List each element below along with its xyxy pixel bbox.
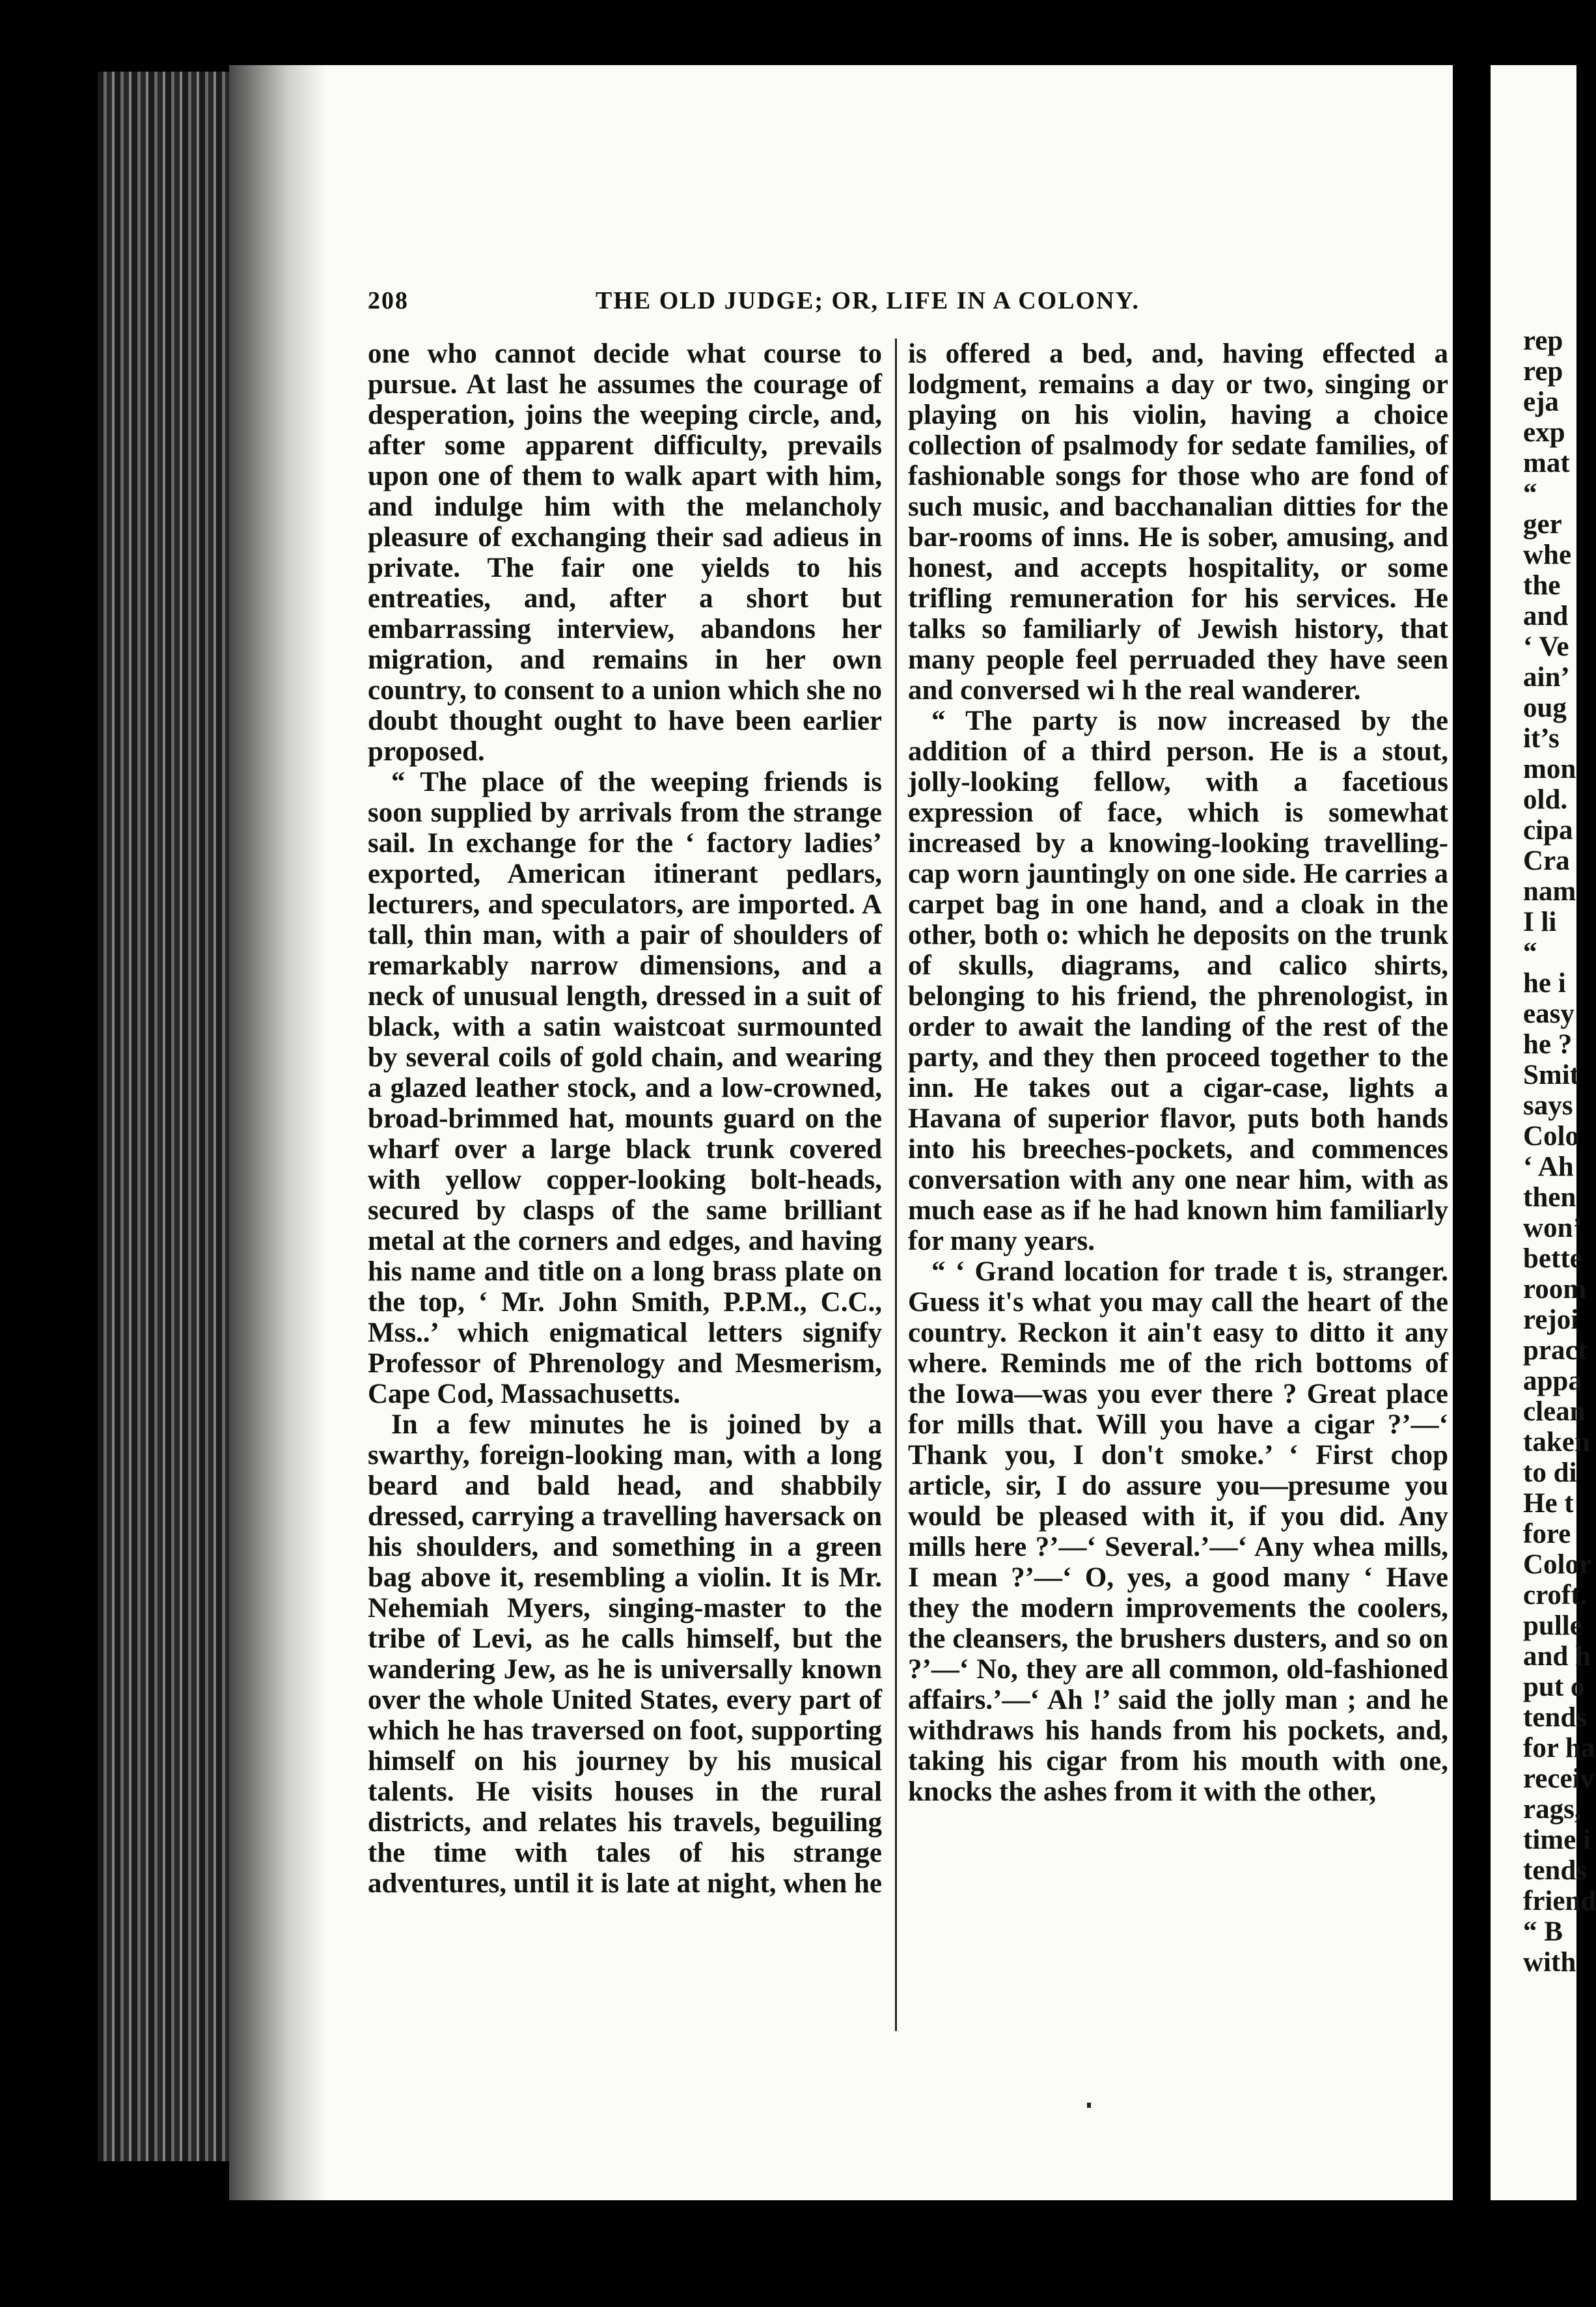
facing-page-line: ‘ Ve xyxy=(1523,631,1569,662)
facing-page-line: says xyxy=(1523,1090,1573,1121)
facing-page-line: Cra xyxy=(1523,846,1570,876)
facing-page-line: mon xyxy=(1523,754,1576,784)
facing-page-line: easy xyxy=(1523,999,1575,1029)
running-head xyxy=(368,286,1207,332)
facing-page-line: “ xyxy=(1523,478,1537,509)
facing-page-line: “ xyxy=(1523,937,1537,968)
text-column-left xyxy=(368,338,882,2031)
facing-page-line: old. xyxy=(1523,784,1568,815)
facing-page-line: ain’ xyxy=(1523,662,1570,693)
facing-page-line: time i xyxy=(1523,1825,1591,1855)
facing-page-line: tends xyxy=(1523,1855,1587,1886)
facing-page-line: whe xyxy=(1523,540,1572,570)
facing-page-line: to di xyxy=(1523,1457,1577,1488)
facing-page-line: bette xyxy=(1523,1243,1582,1274)
facing-page-line: clean xyxy=(1523,1396,1586,1427)
facing-page-line: won’ xyxy=(1523,1213,1582,1243)
facing-page-line: rep xyxy=(1523,325,1563,356)
facing-page-line: oug xyxy=(1523,693,1567,723)
column-rule xyxy=(895,338,897,2031)
facing-page-line: put o xyxy=(1523,1672,1585,1702)
facing-page-line: Smit xyxy=(1523,1060,1579,1090)
facing-page-line: croft. xyxy=(1523,1580,1588,1610)
facing-page-line: I li xyxy=(1523,907,1557,937)
facing-page-line: rejoi xyxy=(1523,1305,1579,1335)
facing-page-line: rags, xyxy=(1523,1794,1582,1825)
facing-page-line: the xyxy=(1523,570,1561,601)
paragraph: one who cannot decide what course to pursue. At last he assumes the courage of desperation, joins the weeping circle, and, after some apparent difficulty, prevails upon one of them to walk apart with him, and indulge him with the melancholy pleasure of exchanging their sad adieus in private. The fair one yields to his entreaties, and, after a short but embarrassing interview, abandons her migration, and remains in her own country, to consent to a union which she no doubt thought ought to have been earlier proposed. xyxy=(368,338,882,767)
print-mark xyxy=(1087,2103,1091,2108)
page-number: 208 xyxy=(368,287,409,314)
facing-page-line: then xyxy=(1523,1182,1576,1213)
facing-page-text xyxy=(1523,325,1596,2018)
facing-page-line: mat xyxy=(1523,448,1570,478)
facing-page-line: Colo xyxy=(1523,1121,1579,1152)
facing-page-line: eja xyxy=(1523,387,1559,417)
book-page-edges xyxy=(98,72,241,2161)
facing-page-line: “ B xyxy=(1523,1916,1563,1947)
facing-page-line: appa xyxy=(1523,1366,1582,1396)
facing-page-line: nam xyxy=(1523,876,1576,907)
paragraph: “ ‘ Grand location for trade t is, stranger. Guess it's what you may call the heart of the country. Reckon it ain't easy to ditto it any where. Reminds me of the rich bottoms of the Iowa—was you ever there ? Great place for mills that. Will you have a cigar ?’—‘ Thank you, I don't smoke.’ ‘ First chop article, sir, I do assure you—presume you would be pleased with it, if you did. Any mills here ?’—‘ Several.’—‘ Any whea mills, I mean ?’—‘ O, yes, a good many ‘ Have they the modern improvements the coolers, the cleansers, the brushers dusters, and so on ?’—‘ No, they are all common, old-fashioned affairs.’—‘ Ah !’ said the jolly man ; and he withdraws his hands from his pockets, and, taking his cigar from his mouth with one, knocks the ashes from it with the other, xyxy=(908,1256,1448,1807)
facing-page-line: ‘ Ah xyxy=(1523,1152,1574,1182)
paragraph: “ The place of the weeping friends is soon supplied by arrivals from the strange sail. In exchange for the ‘ factory ladies’ exported, American itinerant pedlars, lecturers, and speculators, are imported. A tall, thin man, with a pair of shoulders of remarkably narrow dimensions, and a neck of unusual length, dressed in a suit of black, with a satin waistcoat surmounted by several coils of gold chain, and wearing a glazed leather stock, and a low-crowned, broad-brimmed hat, mounts guard on the wharf over a large black trunk covered with yellow copper-looking bolt-heads, secured by clasps of the same brilliant metal at the corners and edges, and having his name and title on a long brass plate on the top, ‘ Mr. John Smith, P.P.M., C.C., Mss..’ which enigmatical letters signify Professor of Phrenology and Mesmerism, Cape Cod, Massachusetts. xyxy=(368,767,882,1409)
facing-page-line: taken xyxy=(1523,1427,1590,1457)
facing-page-line: friend xyxy=(1523,1886,1596,1916)
facing-page-line: exp xyxy=(1523,417,1565,448)
paragraph: In a few minutes he is joined by a swarthy, foreign-looking man, with a long beard and bald head, and shabbily dressed, carrying a travelling haversack on his shoulders, and something in a green bag above it, resembling a violin. It is Mr. Nehemiah Myers, singing-master to the tribe of Levi, as he calls himself, but the wandering Jew, as he is universally known over the whole United States, every part of which he has traversed on foot, supporting himself on his journey by his musical talents. He visits houses in the rural districts, and relates his travels, beguiling the time with tales of his strange adventures, until it is late at night, when he xyxy=(368,1409,882,1899)
facing-page-line: He t xyxy=(1523,1488,1574,1519)
facing-page-line: Color xyxy=(1523,1549,1592,1580)
facing-page-line: ger xyxy=(1523,509,1562,540)
facing-page-line: pulle xyxy=(1523,1610,1582,1641)
facing-page-line: rep xyxy=(1523,356,1563,387)
facing-page-line: and xyxy=(1523,601,1569,631)
facing-page-line: he i xyxy=(1523,968,1566,999)
facing-page-line: with xyxy=(1523,1947,1576,1978)
facing-page-line: it’s xyxy=(1523,723,1560,754)
facing-page-line: receiv xyxy=(1523,1763,1595,1794)
facing-page-line: tends xyxy=(1523,1702,1587,1733)
facing-page-line: for ha xyxy=(1523,1733,1595,1763)
text-column-right xyxy=(908,338,1448,2031)
running-title: THE OLD JUDGE; OR, LIFE IN A COLONY. xyxy=(596,287,1140,314)
facing-page-line: cipa xyxy=(1523,815,1573,846)
facing-page-line: and h xyxy=(1523,1641,1591,1672)
paragraph: “ The party is now increased by the addition of a third person. He is a stout, jolly-looking fellow, with a facetious expression of face, which is somewhat increased by a knowing-looking travelling-cap worn jauntingly on one side. He carries a carpet bag in one hand, and a cloak in the other, both o: which he deposits on the trunk of skulls, diagrams, and calico shirts, belonging to his friend, the phrenologist, in order to await the landing of the rest of the party, and they then proceed together to the inn. He takes out a cigar-case, lights a Havana of superior flavor, puts both hands into his breeches-pockets, and commences conversation with any one near him, with as much ease as if he had known him familiarly for many years. xyxy=(908,706,1448,1256)
facing-page-line: he ? xyxy=(1523,1029,1573,1060)
facing-page-line: room xyxy=(1523,1274,1587,1305)
facing-page-line: pract xyxy=(1523,1335,1587,1366)
paragraph: is offered a bed, and, having effected a lodgment, remains a day or two, singing or playing on his violin, having a choice collection of psalmody for sedate families, of fashionable songs for those who are fond of such music, and bacchanalian ditties for the bar-rooms of inns. He is sober, amusing, and honest, and accepts hospitality, or some trifling remuneration for his services. He talks so familiarly of Jewish history, that many people feel perruaded they have seen and conversed wi h the real wanderer. xyxy=(908,338,1448,706)
facing-page-line: fore xyxy=(1523,1519,1571,1549)
